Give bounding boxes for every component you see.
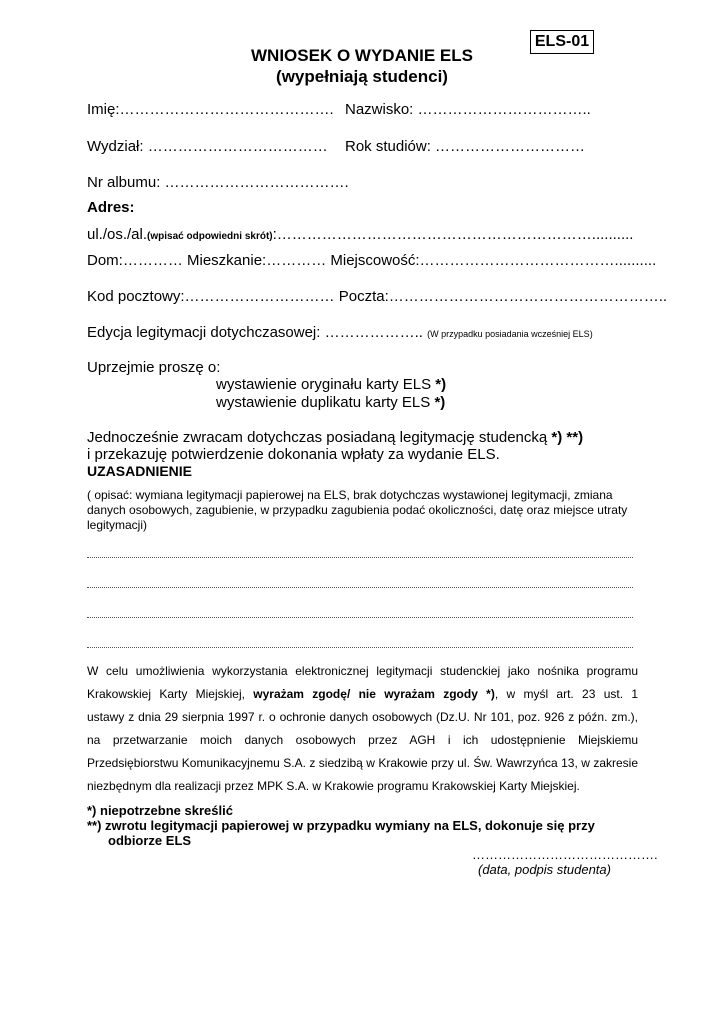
footnote-1: *) niepotrzebne skreślić bbox=[87, 803, 233, 818]
request-intro: Uprzejmie proszę o: bbox=[87, 359, 221, 376]
form-title: WNIOSEK O WYDANIE ELS bbox=[251, 46, 473, 65]
option-original-label: wystawienie oryginału karty ELS bbox=[216, 376, 436, 393]
house-city-field[interactable]: Dom:………… Mieszkanie:………… Miejscowość:………………………………….......... bbox=[87, 252, 657, 269]
option-duplicate-mark: *) bbox=[434, 394, 446, 411]
edition-label: Edycja legitymacji dotychczasowej: ……………….. bbox=[87, 324, 428, 341]
option-original[interactable] bbox=[216, 376, 446, 393]
street-field[interactable] bbox=[87, 226, 633, 243]
consent-line-3: ustawy z dnia 29 sierpnia 1997 r. o ochronie danych osobowych (Dz.U. Nr 101, poz. 926 z późn. zm.), bbox=[87, 710, 638, 724]
street-dots: :……………………………………………………….......... bbox=[272, 226, 634, 243]
year-field[interactable]: Rok studiów: ………………………… bbox=[345, 138, 586, 155]
street-hint: (wpisać odpowiedni skrót) bbox=[147, 231, 273, 242]
return-line2: i przekazuję potwierdzenie dokonania wpłaty za wydanie ELS. bbox=[87, 446, 500, 463]
edition-field[interactable] bbox=[87, 324, 593, 341]
form-code: ELS-01 bbox=[530, 30, 594, 54]
consent-line-2 bbox=[87, 687, 638, 701]
consent-line-6: niezbędnym dla realizacji przez MPK S.A. w Krakowie programu Krakowskiej Karty Miejskiej. bbox=[87, 779, 580, 793]
justification-line-4[interactable] bbox=[87, 646, 633, 648]
street-prefix: ul./os./al. bbox=[87, 226, 148, 243]
name-field[interactable]: Imię:……………………………………. bbox=[87, 101, 334, 118]
option-duplicate[interactable] bbox=[216, 394, 445, 411]
postal-code-field[interactable]: Kod pocztowy:………………………… Poczta:……………………………………………….. bbox=[87, 288, 668, 305]
justification-hint-1: ( opisać: wymiana legitymacji papierowej na ELS, brak dotychczas wystawionej legitymacji, zmiana bbox=[87, 488, 613, 502]
surname-field[interactable]: Nazwisko: …………………………….. bbox=[345, 101, 591, 118]
return-text: Jednocześnie zwracam dotychczas posiadaną legitymację studencką bbox=[87, 429, 552, 446]
justification-heading: UZASADNIENIE bbox=[87, 463, 193, 479]
justification-hint-2: danych osobowych, zagubienie, w przypadku zagubienia podać okoliczności, datę oraz miejsce utraty bbox=[87, 503, 628, 517]
justification-line-1[interactable] bbox=[87, 556, 633, 558]
option-duplicate-label: wystawienie duplikatu karty ELS bbox=[216, 394, 435, 411]
justification-line-2[interactable] bbox=[87, 586, 633, 588]
signature-label: (data, podpis studenta) bbox=[478, 862, 611, 877]
form-subtitle: (wypełniają studenci) bbox=[276, 67, 448, 86]
justification-hint-3: legitymacji) bbox=[87, 518, 148, 532]
consent-line-4: na przetwarzanie moich danych osobowych przez AGH i ich udostępnienie Miejskiemu bbox=[87, 733, 638, 747]
consent-choice[interactable]: wyrażam zgodę/ nie wyrażam zgody *) bbox=[253, 687, 495, 701]
signature-field[interactable]: ……………………………………. bbox=[472, 847, 658, 862]
consent-line-5: Przedsiębiorstwu Komunikacyjnemu S.A. z siedzibą w Krakowie przy ul. Św. Wawrzyńca 13, w zakresie bbox=[87, 756, 638, 770]
faculty-field[interactable]: Wydział: ……………………………… bbox=[87, 138, 328, 155]
consent-line-1: W celu umożliwienia wykorzystania elektronicznej legitymacji studenckiej jako nośnika programu bbox=[87, 664, 638, 678]
return-mark: *) **) bbox=[551, 429, 584, 446]
edition-note: (W przypadku posiadania wcześniej ELS) bbox=[427, 329, 593, 339]
address-heading: Adres: bbox=[87, 199, 135, 216]
footnote-2-line-1: **) zwrotu legitymacji papierowej w przypadku wymiany na ELS, dokonuje się przy bbox=[87, 818, 595, 833]
return-line1 bbox=[87, 429, 583, 446]
footnote-2-line-2: odbiorze ELS bbox=[108, 833, 192, 848]
consent-line-2-start: Krakowskiej Karty Miejskiej, bbox=[87, 687, 254, 701]
option-original-mark: *) bbox=[435, 376, 447, 393]
justification-line-3[interactable] bbox=[87, 616, 633, 618]
consent-line-2-end: , w myśl art. 23 ust. 1 bbox=[494, 687, 639, 701]
album-number-field[interactable]: Nr albumu: ………………………………. bbox=[87, 174, 349, 191]
